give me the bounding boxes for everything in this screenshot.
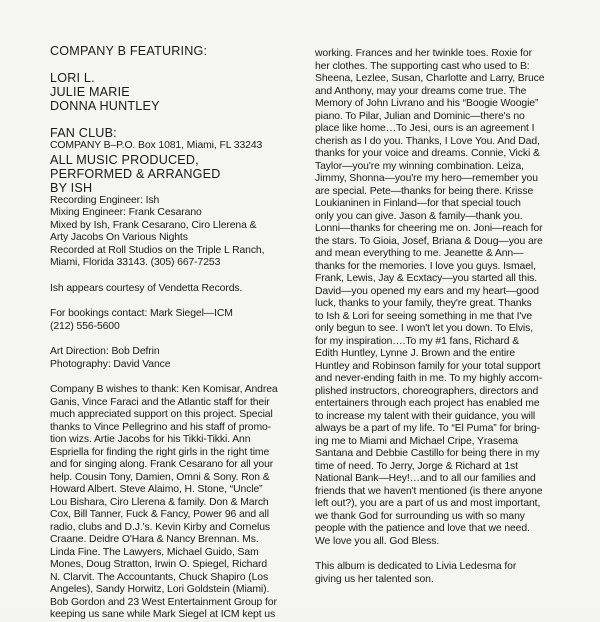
credit-line: Recording Engineer: Ish: [50, 194, 160, 206]
thanks-line: to Ish & Lori for seeing something in me that I've: [315, 310, 533, 322]
thanks-line: place like home…To Jesi, ours is an agreement I: [315, 123, 535, 134]
thanks-line: Linda Fine. The Lawyers, Michael Guido, Sam: [50, 546, 259, 558]
courtesy-note: Ish appears courtesy of Vendetta Records.: [50, 282, 243, 294]
thanks-line: working. Frances and her twinkle toes. Roxie for: [315, 48, 532, 59]
thanks-line: thanks for the memories. I love you guys. Ismael,: [315, 260, 536, 272]
thanks-line: Ganis, Vince Faraci and the Atlantic staff for their: [50, 396, 270, 408]
thanks-line: Sheena, Lezlee, Susan, Charlotte and Larry, Bruce: [315, 73, 545, 84]
member-name: DONNA HUNTLEY: [50, 99, 160, 113]
thanks-line: Angeles), Sandy Horwitz, Lori Goldstein (Miami).: [50, 584, 270, 595]
right-column: [315, 48, 577, 586]
thanks-line: Cox, Bill Tanner, Fuck & Fancy, Power 96 and all: [50, 509, 269, 520]
thanks-line: only you can give. Jason & family—thank you.: [315, 210, 523, 222]
thanks-line: Frank, Lewis, Jay & Ecxtacy—you started all this.: [315, 273, 538, 284]
dedication: [315, 561, 577, 586]
thanks-line: the stars. To Gioia, Josef, Briana & Doug—you are: [315, 235, 543, 247]
thanks-line: entertainers through each project has enabled me: [315, 398, 540, 409]
fan-club-heading: FAN CLUB:: [50, 126, 117, 140]
thanks-line: Lou Bishara, Ciro Llerena & family. Don & March: [50, 496, 269, 508]
thanks-line: Jimmy, Shonna—you're my hero—remember you: [315, 173, 538, 184]
thanks-line: friends that we haven't mentioned (is there anyone: [315, 485, 543, 497]
thanks-line: Company B wishes to thank: Ken Komisar, Andrea: [50, 384, 278, 395]
art-credits: [50, 346, 296, 371]
thanks-line: we thank God for surrounding us with so many: [315, 510, 525, 522]
thanks-line: cherish as I do you. Thanks, I Love You. And Dad,: [315, 135, 540, 147]
thanks-line: Taylor—you're my winning combination. Leiza,: [315, 160, 524, 172]
thanks-line: and never-ending faith in me. To my highly accom-: [315, 373, 543, 384]
thanks-line: Huntley and Robinson family for your total support: [315, 360, 541, 372]
thanks-line: Santana and Debbie Castillo for being there in my: [315, 448, 540, 459]
thanks-line: thanks to Vince Pellegrino and his staff of promo-: [50, 421, 272, 433]
credit-line: Mixed by Ish, Frank Cesarano, Ciro Llerena &: [50, 219, 257, 231]
thanks-line: only begun to see. I won't let you down. To Elvis,: [315, 323, 534, 334]
thanks-line: left out?), you are a part of us and most important,: [315, 498, 541, 509]
production-credit: [50, 153, 296, 195]
dedication-line: giving us her talented son.: [315, 573, 434, 585]
thanks-line: her clothes. The supporting cast who used to B:: [315, 60, 530, 72]
thanks-paragraph-right: [315, 48, 577, 548]
thanks-line: thanks for your voice and dreams. Connie, Vicki &: [315, 148, 540, 159]
thanks-line: Memory of John Livrano and his “Boogie Woogie”: [315, 98, 539, 109]
thanks-line: for my inspiration….To my #1 fans, Richard &: [315, 335, 520, 347]
production-line: PERFORMED & ARRANGED: [50, 166, 221, 181]
thanks-line: and mean everything to me. Jeanette & Ann—: [315, 248, 524, 259]
thanks-line: Howard Albert. Steve Alaimo, H. Stone, “Uncle”: [50, 484, 263, 495]
art-line: Art Direction: Bob Defrin: [50, 346, 160, 357]
thanks-line: Bob Gordon and 23 West Entertainment Group for: [50, 596, 277, 608]
thanks-line: people with the patience and love that we need.: [315, 523, 530, 534]
thanks-line: We love you all. God Bless.: [315, 535, 440, 547]
thanks-line: keeping us sane while Mark Siegel at ICM kept us: [50, 609, 276, 620]
thanks-line: ing me to Miami and Michael Cripe, Yrasema: [315, 435, 518, 447]
left-column: [50, 44, 296, 622]
thanks-line: Lonni—thanks for cheering me on. Joni—reach for: [315, 223, 543, 234]
dedication-line: This album is dedicated to Livia Ledesma for: [315, 561, 517, 572]
credit-line: Miami, Florida 33143. (305) 667-7253: [50, 257, 221, 268]
thanks-line: piano. To Pilar, Julian and Dominic—there's no: [315, 110, 525, 122]
bookings-contact: [50, 308, 296, 333]
member-name: JULIE MARIE: [50, 85, 130, 99]
thanks-line: N. Clarvit. The Accountants, Chuck Shapiro (Los: [50, 571, 269, 583]
thanks-line: and Anthony, may your dreams come true. The: [315, 85, 527, 97]
thanks-line: always be a part of my life. To “El Puma” for bring-: [315, 423, 541, 434]
thanks-line: Espriella for finding the right girls in the right time: [50, 446, 270, 458]
member-name: LORI L.: [50, 71, 95, 85]
thanks-line: National Bank—Hey!…and to all our families and: [315, 473, 536, 484]
credit-line: Arty Jacobs On Various Nights: [50, 232, 188, 243]
production-line: BY ISH: [50, 180, 93, 195]
featuring-heading: COMPANY B FEATURING:: [50, 44, 208, 58]
thanks-line: are special. Pete—thanks for being there. Krisse: [315, 185, 534, 197]
thanks-line: plished instructors, choreographers, directors and: [315, 385, 539, 397]
thanks-line: to increase my talent with their guidance, you will: [315, 410, 536, 422]
art-line: Photography: David Vance: [50, 358, 171, 370]
fan-club-address: COMPANY B–P.O. Box 1081, Miami, FL 33243: [50, 140, 263, 151]
thanks-paragraph-left: [50, 384, 296, 622]
thanks-line: David—you opened my ears and my heart—good: [315, 285, 539, 297]
thanks-line: time of need. To Jerry, Jorge & Richard at 1st: [315, 460, 518, 472]
bookings-line: For bookings contact: Mark Siegel—ICM: [50, 308, 233, 319]
thanks-line: luck, thanks to your family, they're great. Thanks: [315, 298, 532, 309]
thanks-line: Loukianinen in Finland—for that special touch: [315, 198, 521, 209]
thanks-line: much appreciated support on this project. Special: [50, 409, 273, 420]
thanks-line: Craane. Deidre O'Hara & Nancy Brennan. Ms.: [50, 534, 259, 545]
production-line: ALL MUSIC PRODUCED,: [50, 152, 199, 167]
engineering-credits: [50, 195, 296, 270]
thanks-line: help. Cousin Tony, Damien, Omni & Sony. Ron &: [50, 471, 270, 483]
thanks-line: Edith Huntley, Lynne J. Brown and the entire: [315, 348, 516, 359]
thanks-line: tion wizs. Artie Jacobs for his Tikki-Tikki. Ann: [50, 434, 251, 445]
thanks-line: radio, clubs and D.J.'s. Kevin Kirby and Cornelus: [50, 521, 271, 533]
thanks-line: and for singing along. Frank Cesarano for all your: [50, 459, 274, 470]
credit-line: Mixing Engineer: Frank Cesarano: [50, 207, 202, 218]
credit-line: Recorded at Roll Studios on the Triple L Ranch,: [50, 244, 265, 256]
member-list: [50, 71, 296, 113]
bookings-line: (212) 556-5600: [50, 320, 120, 332]
thanks-line: Mones, Doug Stratton, Irwin O. Spiegel, Richard: [50, 559, 268, 570]
